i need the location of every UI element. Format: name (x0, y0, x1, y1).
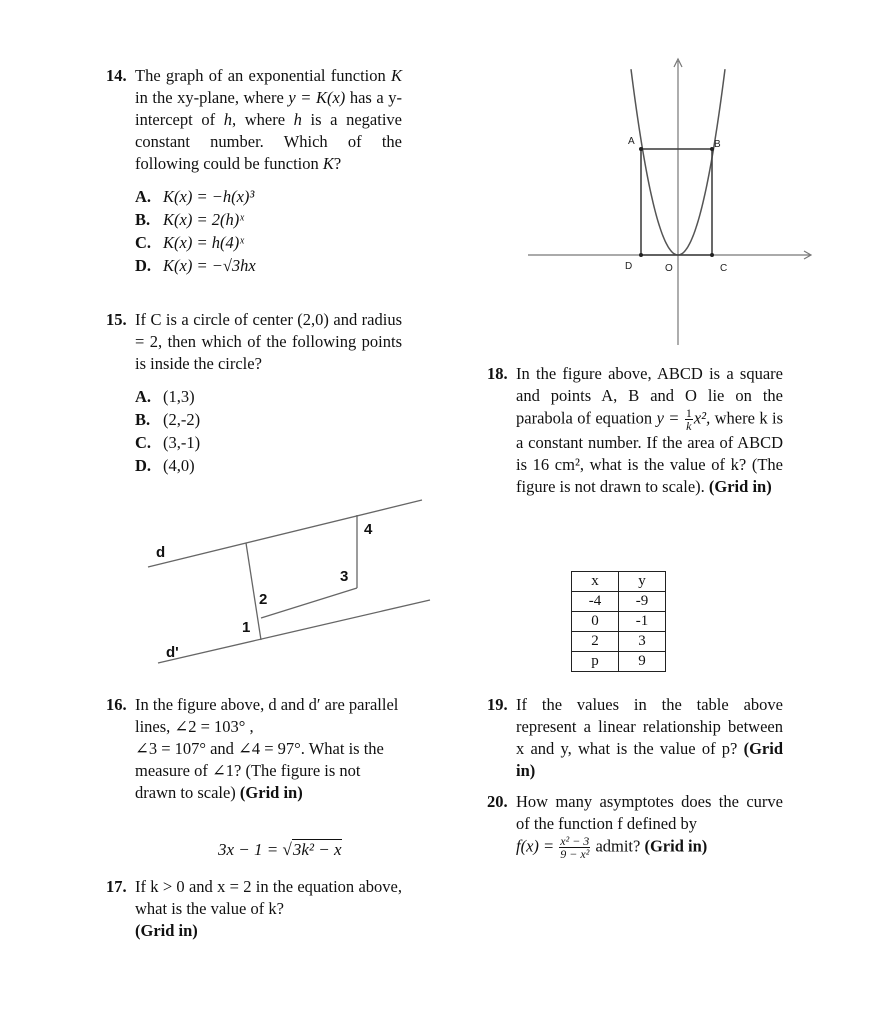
table-header: y (619, 572, 666, 592)
table-cell: 0 (572, 612, 619, 632)
fraction-f: $\frac{\text{x² − 3}}{\text{9 − x²}}$ (560, 834, 590, 861)
question-15 (106, 309, 402, 477)
grid-in-label: (Grid in) (708, 477, 772, 496)
table-row (572, 652, 666, 672)
label-o: O (665, 263, 673, 274)
segment-3 (261, 588, 357, 618)
angle-label-4: 4 (364, 521, 373, 538)
xy-table (571, 571, 666, 672)
table-cell: -4 (572, 592, 619, 612)
option-b[interactable]: B. K(x) = 2(h)ˣ (135, 210, 244, 229)
equation-17: 3x − 1 = √3k² − x (218, 840, 342, 859)
question-16 (106, 694, 402, 804)
grid-in-label: (Grid in) (516, 739, 783, 780)
question-number: 19. (487, 695, 508, 714)
point-c (710, 253, 714, 257)
question-text: If the values in the table above represent a linear relationship between x and y, what is the value of p? (Grid in) (516, 695, 783, 780)
table-cell: 2 (572, 632, 619, 652)
answer-options (135, 185, 402, 277)
table-cell: 9 (619, 652, 666, 672)
label-d: D (625, 261, 633, 272)
line-d-prime (158, 600, 430, 663)
question-number: 20. (487, 792, 508, 811)
question-19 (487, 694, 783, 782)
table-row (572, 592, 666, 612)
table-row (572, 612, 666, 632)
question-text: If C is a circle of center (2,0) and radius = 2, then which of the following points is inside the circle? (135, 310, 402, 373)
option-d[interactable]: D. (4,0) (135, 456, 195, 475)
question-18 (487, 363, 783, 498)
answer-options (135, 385, 402, 477)
option-c[interactable]: C. K(x) = h(4)ˣ (135, 233, 244, 252)
question-text: The graph of an exponential function K in the xy-plane, where y = K(x) has a y-intercept of h, where h is a negative constant number. Which of the following could be function K? (135, 66, 402, 173)
table-cell: p (572, 652, 619, 672)
point-a (639, 147, 643, 151)
point-d (639, 253, 643, 257)
parallel-lines-figure (140, 490, 440, 670)
table-row (572, 632, 666, 652)
option-a[interactable]: A. K(x) = −h(x)³ (135, 187, 255, 206)
table-header: x (572, 572, 619, 592)
question-text: In the figure above, ABCD is a square and points A, B and O lie on the parabola of equation y = $\frac{1}{k}$ x², where k is a constant number. If the area of ABCD is 16 cm², what is the value of k? (The figure is not drawn to scale). (Grid in) (516, 364, 783, 496)
question-number: 15. (106, 310, 127, 329)
question-text: In the figure above, d and d′ are parallel lines, ∠2 = 103° , ∠3 = 107° and ∠4 = 97°. What is the measure of ∠1? (The figure is not drawn to scale) (Grid in) (135, 695, 399, 802)
question-text: How many asymptotes does the curve of the function f defined by f(x) = $\frac{\text{x² − 3}}{\text{9 − x²}}$ admit? (Grid in) (516, 792, 783, 861)
question-number: 16. (106, 695, 127, 714)
table-cell: -9 (619, 592, 666, 612)
label-d-prime: d' (166, 644, 179, 661)
option-a[interactable]: A. (1,3) (135, 387, 195, 406)
square-abcd (641, 149, 712, 255)
option-b[interactable]: B. (2,-2) (135, 410, 201, 429)
label-b: B (714, 139, 721, 150)
label-a: A (628, 136, 635, 147)
question-text: If k > 0 and x = 2 in the equation above, what is the value of k? (Grid in) (135, 877, 402, 940)
option-d[interactable]: D. K(x) = −√3hx (135, 256, 256, 275)
question-number: 17. (106, 877, 127, 896)
table-cell: -1 (619, 612, 666, 632)
parabola-figure (500, 55, 820, 350)
fraction-1-over-k: $\frac{1}{k}$ (685, 406, 692, 433)
line-d (148, 500, 422, 567)
angle-label-2: 2 (259, 591, 268, 608)
label-d: d (156, 544, 166, 561)
question-14 (106, 65, 402, 277)
grid-in-label: (Grid in) (135, 921, 198, 940)
angle-label-1: 1 (242, 619, 251, 636)
angle-label-3: 3 (340, 568, 349, 585)
question-17 (106, 876, 402, 942)
question-number: 18. (487, 364, 508, 383)
grid-in-label: (Grid in) (239, 783, 303, 802)
table-header-row (572, 572, 666, 592)
grid-in-label: (Grid in) (644, 836, 708, 856)
option-c[interactable]: C. (3,-1) (135, 433, 201, 452)
label-c: C (720, 263, 728, 274)
question-number: 14. (106, 66, 127, 85)
question-20 (487, 791, 783, 860)
table-cell: 3 (619, 632, 666, 652)
